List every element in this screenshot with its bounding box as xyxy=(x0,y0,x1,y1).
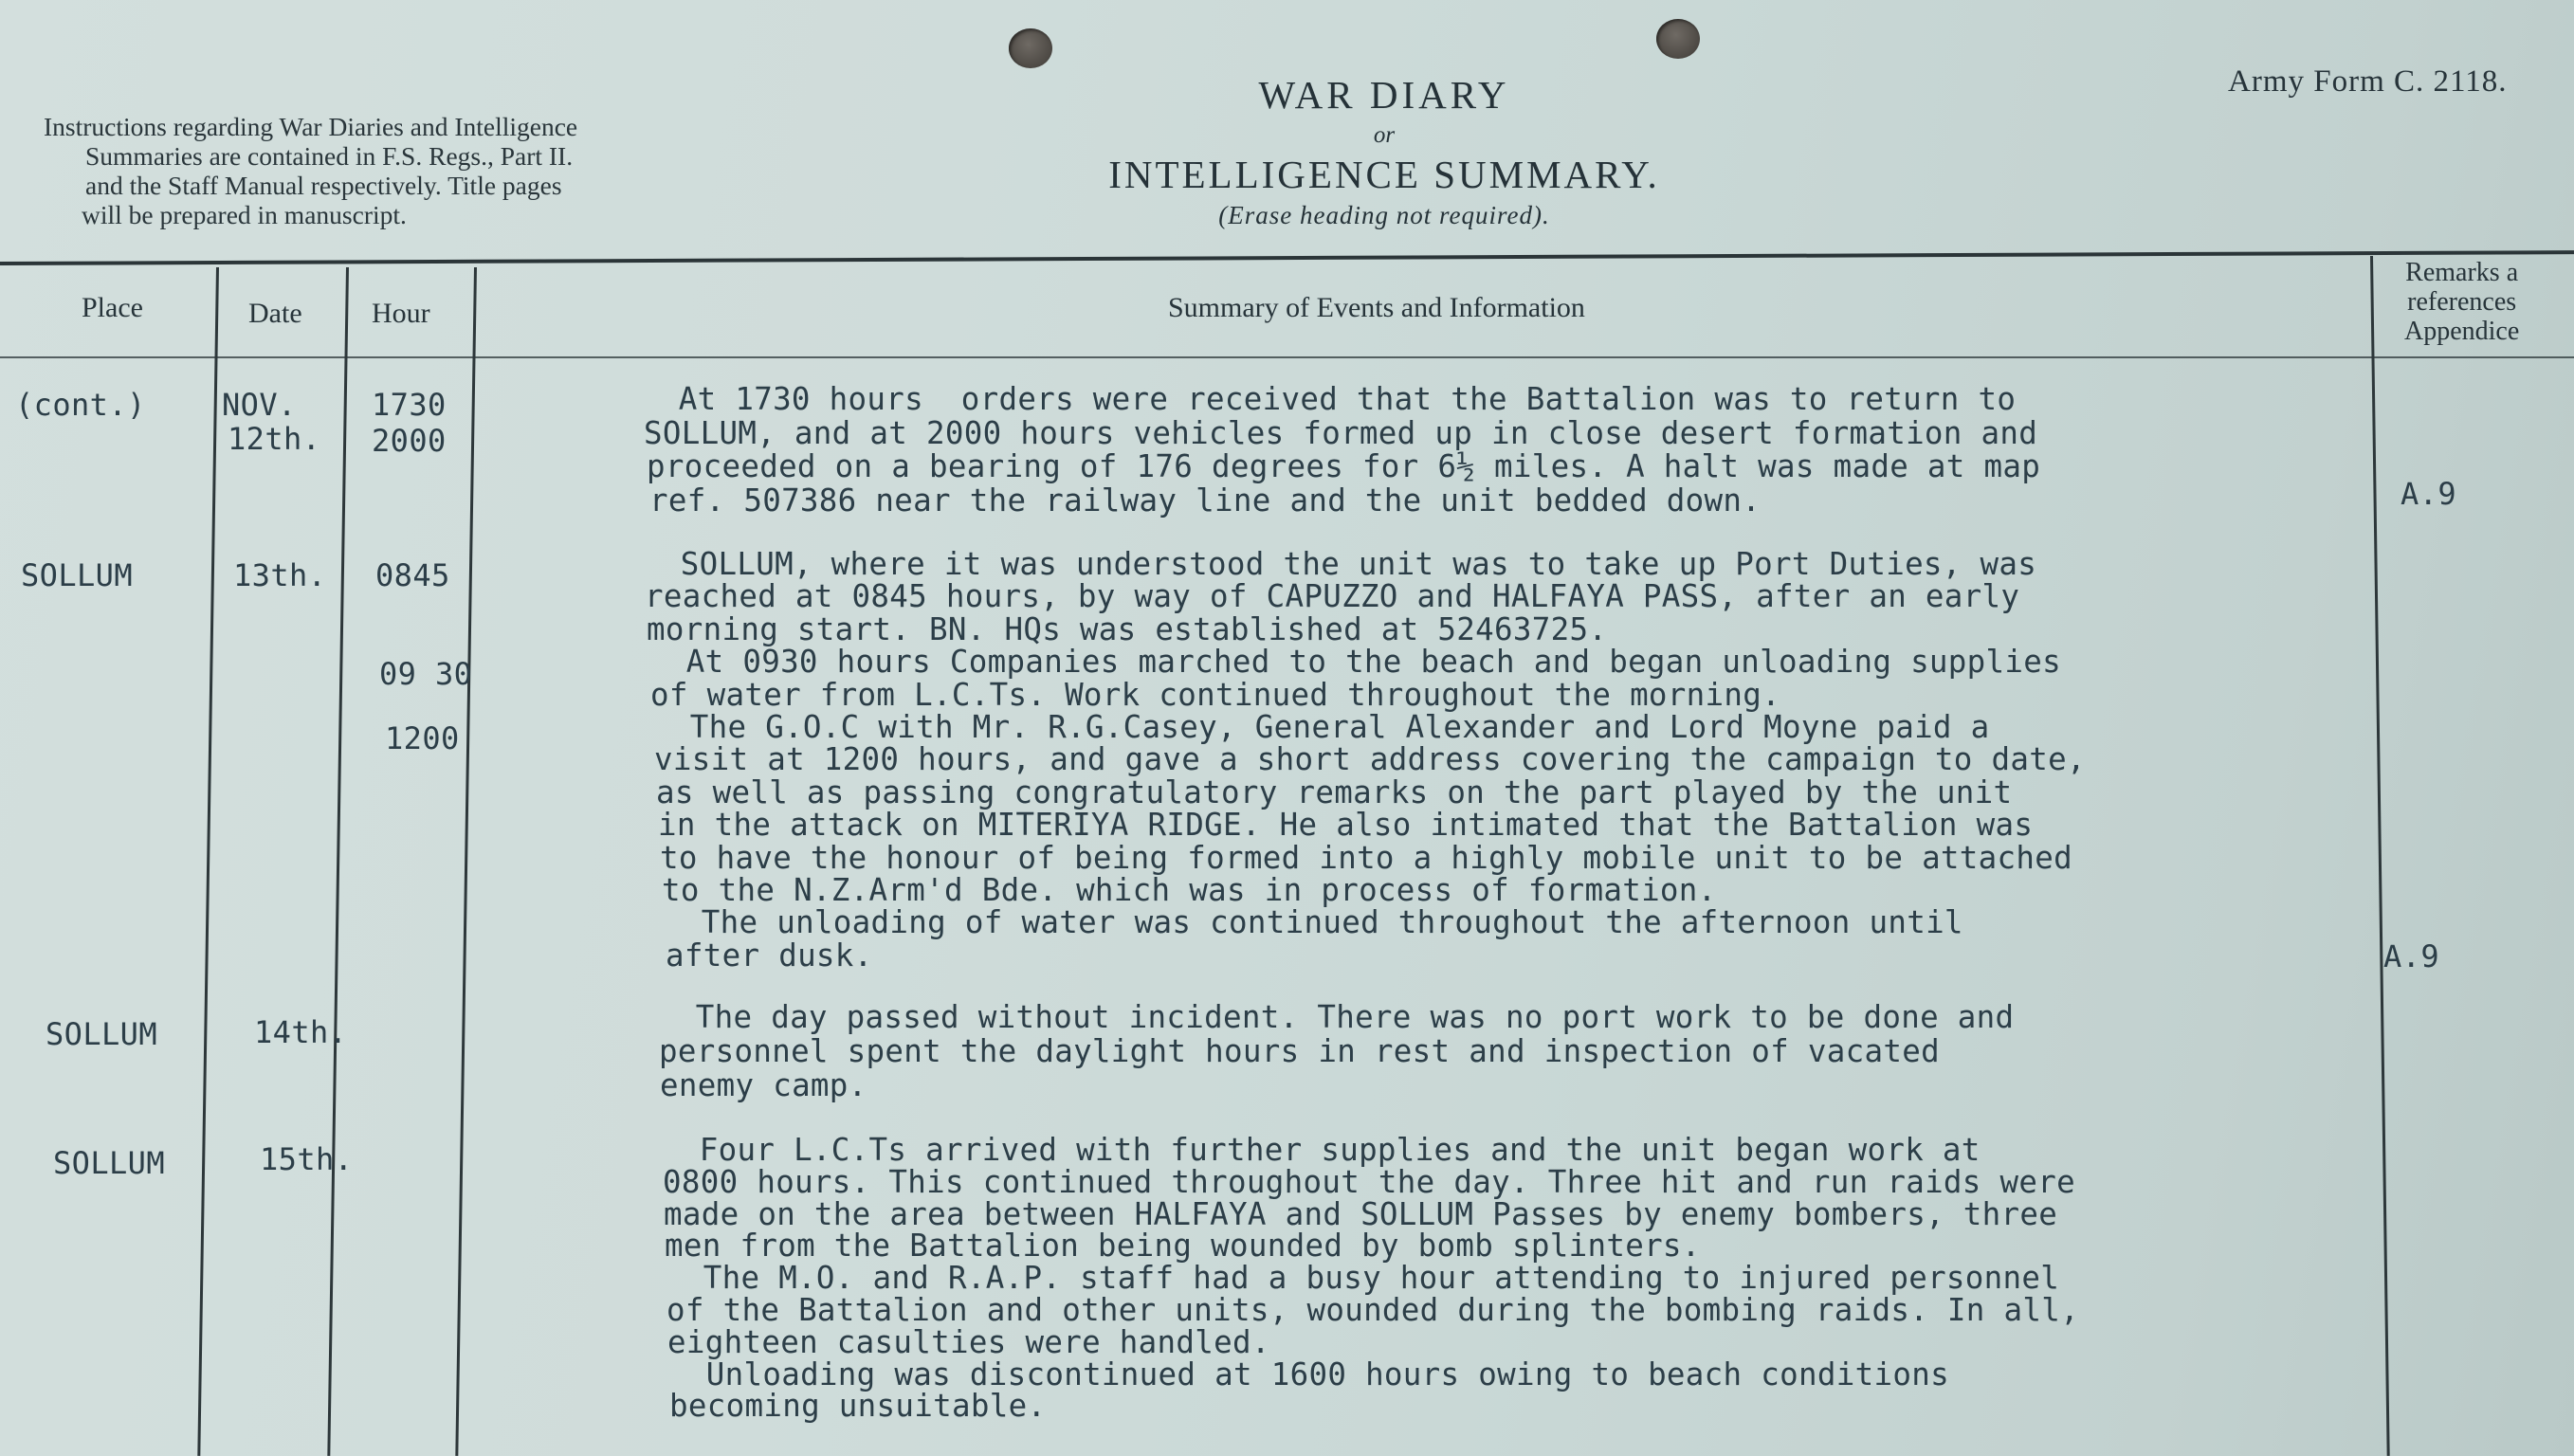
date-cell: 12th. xyxy=(228,421,321,457)
table-top-rule xyxy=(0,250,2574,265)
column-header-place: Place xyxy=(82,292,143,323)
instructions-note xyxy=(44,112,783,229)
entry-line: The G.O.C with Mr. R.G.Casey, General Alexander and Lord Moyne paid a xyxy=(652,709,1990,745)
date-cell: 13th. xyxy=(233,557,327,593)
instructions-line: and the Staff Manual respectively. Title pages xyxy=(85,171,562,200)
entry-line: to have the honour of being formed into a highly mobile unit to be attached xyxy=(660,839,2072,876)
entry-line: proceeded on a bearing of 176 degrees for 6½ miles. A halt was made at map xyxy=(647,448,2041,484)
column-header-summary: Summary of Events and Information xyxy=(1168,292,1585,323)
entry-line: SOLLUM, where it was understood the unit was to take up Port Duties, was xyxy=(643,546,2037,582)
entry-line: ref. 507386 near the railway line and the unit bedded down. xyxy=(649,482,1762,519)
column-divider-place xyxy=(197,267,219,1456)
remarks-header-line: Remarks a xyxy=(2405,258,2519,287)
place-cell: SOLLUM xyxy=(53,1145,165,1181)
title-war-diary: WAR DIARY xyxy=(1258,73,1510,117)
column-divider-remarks xyxy=(2370,256,2390,1456)
date-cell: 14th. xyxy=(254,1014,348,1050)
entry-line: The day passed without incident. There was no port work to be done and xyxy=(658,999,2015,1035)
hour-cell: 1730 xyxy=(372,387,447,423)
remarks-header-line: Appendice xyxy=(2404,317,2520,346)
entry-line: At 0930 hours Companies marched to the beach and began unloading supplies xyxy=(648,644,2061,681)
title-erase-note: (Erase heading not required). xyxy=(1218,201,1550,229)
entry-line: visit at 1200 hours, and gave a short address covering the campaign to date, xyxy=(654,741,2086,778)
column-divider-date xyxy=(327,267,349,1456)
hour-cell: 09 30 xyxy=(379,656,473,692)
date-cell: 15th. xyxy=(260,1141,354,1177)
entry-line: made on the area between HALFAYA and SOLLUM Passes by enemy bombers, three xyxy=(664,1195,2058,1232)
header-bottom-rule xyxy=(0,356,2574,358)
instructions-line: Summaries are contained in F.S. Regs., Part II. xyxy=(85,141,574,171)
column-header-remarks xyxy=(2404,258,2519,346)
date-cell: NOV. xyxy=(222,387,297,423)
entry-line: The M.O. and R.A.P. staff had a busy hour attending to injured personnel xyxy=(666,1260,2060,1297)
entry-line: morning start. BN. HQs was established at 52463725. xyxy=(647,610,1608,647)
punch-hole-left xyxy=(1009,28,1052,68)
entry-line: men from the Battalion being wounded by bomb splinters. xyxy=(665,1228,1701,1265)
place-cell: SOLLUM xyxy=(46,1016,157,1052)
army-form-number: Army Form C. 2118. xyxy=(2228,64,2508,99)
entry-line: in the attack on MITERIYA RIDGE. He also intimated that the Battalion was xyxy=(658,807,2034,844)
entry-line: At 1730 hours orders were received that the Battalion was to return to xyxy=(641,381,2017,417)
entry-line: 0800 hours. This continued throughout the day. Three hit and run raids were xyxy=(663,1163,2075,1200)
instructions-line: will be prepared in manuscript. xyxy=(82,200,407,229)
remark-cell: A.9 xyxy=(2401,476,2456,512)
title-or: or xyxy=(1373,122,1396,148)
remark-cell: A.9 xyxy=(2383,938,2439,974)
entry-line: as well as passing congratulatory remarks on the part played by the unit xyxy=(656,774,2013,810)
entry-line: after dusk. xyxy=(666,937,873,974)
punch-hole-right xyxy=(1656,19,1700,59)
hour-cell: 0845 xyxy=(375,557,450,593)
instructions-line: Instructions regarding War Diaries and Intelligence xyxy=(44,112,578,141)
entry-line: to the N.Z.Arm'd Bde. which was in process of formation. xyxy=(662,872,1717,908)
entry-line: reached at 0845 hours, by way of CAPUZZO and HALFAYA PASS, after an early xyxy=(645,578,2020,615)
entry-line: SOLLUM, and at 2000 hours vehicles formed up in close desert formation and xyxy=(644,414,2038,451)
hour-cell: 2000 xyxy=(372,423,447,459)
place-cell: SOLLUM xyxy=(21,557,133,593)
entry-line: of water from L.C.Ts. Work continued throughout the morning. xyxy=(650,676,1780,713)
entry-line: becoming unsuitable. xyxy=(669,1388,1047,1425)
remarks-header-line: references xyxy=(2407,287,2517,317)
entry-line: Unloading was discontinued at 1600 hours owing to beach conditions xyxy=(668,1356,1949,1392)
column-header-hour: Hour xyxy=(372,298,430,329)
title-intelligence-summary: INTELLIGENCE SUMMARY. xyxy=(1108,153,1660,196)
entry-line: The unloading of water was continued throughout the afternoon until xyxy=(664,904,1963,941)
entry-line: enemy camp. xyxy=(660,1067,867,1103)
column-header-date: Date xyxy=(248,298,302,329)
column-divider-hour xyxy=(455,267,477,1456)
entry-line: of the Battalion and other units, wounded during the bombing raids. In all, xyxy=(666,1292,2079,1328)
entry-line: personnel spent the daylight hours in rest and inspection of vacated xyxy=(659,1033,1940,1069)
entry-line: eighteen casulties were handled. xyxy=(667,1323,1270,1360)
entry-line: Four L.C.Ts arrived with further supplies and the unit began work at xyxy=(662,1132,1981,1168)
form-title xyxy=(1024,70,1744,231)
hour-cell: 1200 xyxy=(385,720,460,756)
place-cell: (cont.) xyxy=(15,387,146,423)
